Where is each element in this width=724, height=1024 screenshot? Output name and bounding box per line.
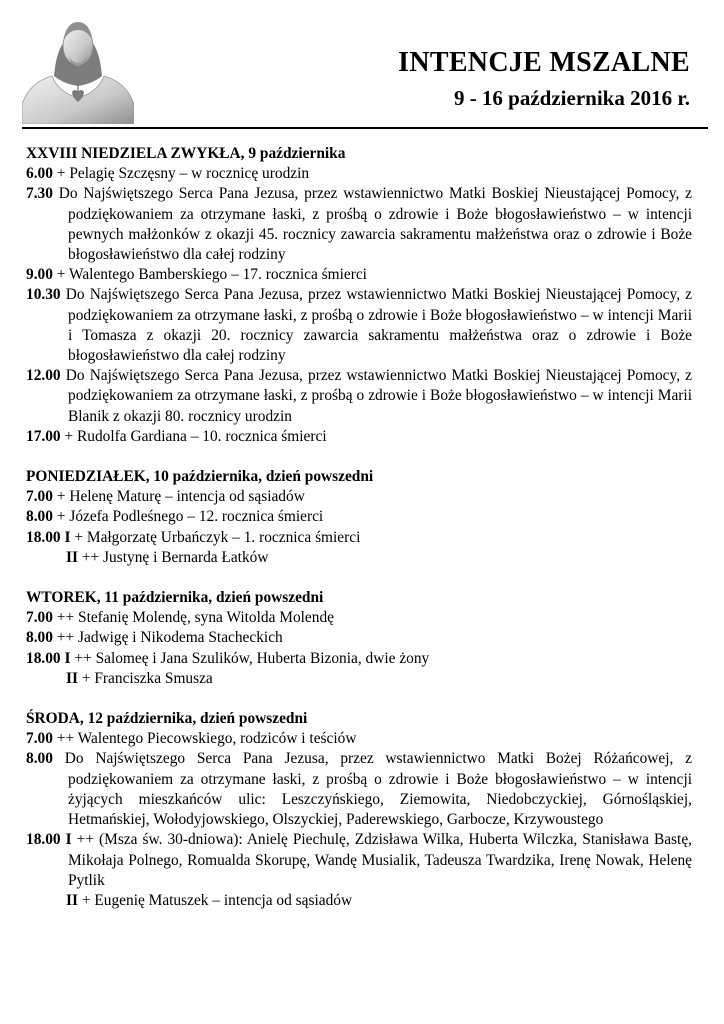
intention-text: ++ Stefanię Molendę, syna Witolda Molendę xyxy=(56,609,334,627)
intention-entry xyxy=(26,164,692,184)
intention-entry xyxy=(26,830,692,891)
intention-text: + Małgorzatę Urbańczyk – 1. rocznica śmierci xyxy=(74,528,361,546)
mass-number: I xyxy=(64,528,71,546)
intention-entry xyxy=(26,366,692,427)
intention-entry xyxy=(26,608,692,628)
mass-number: II xyxy=(66,669,78,687)
intention-text: Do Najświętszego Serca Pana Jezusa, przez wstawiennictwo Matki Bożej Różańcowej, z podziękowaniem za otrzymane łaski, z prośbą o zdrowie i Boże błogosławieństwo – w intencji żyjących mieszkańców ulic: Leszczyńskiego, Ziemowita, Niedobczyckiej, Górnośląskiej, Hetmańskiej, Wołodyjowskiego, Olszyckiej, Paderewskiego, Garbocze, Krzywoustego xyxy=(64,750,692,829)
day-title: ŚRODA, 12 października, dzień powszedni xyxy=(26,710,308,728)
day-section xyxy=(26,588,692,689)
intention-entry xyxy=(26,487,692,507)
mass-time: 18.00 xyxy=(26,831,61,849)
day-section xyxy=(26,709,692,911)
intention-text: + Pelagię Szczęsny – w rocznicę urodzin xyxy=(56,165,310,183)
intention-text: + Helenę Maturę – intencja od sąsiadów xyxy=(56,488,305,506)
page-title: INTENCJE MSZALNE xyxy=(398,47,690,78)
header xyxy=(398,46,690,113)
day-title: XXVIII NIEDZIELA ZWYKŁA, 9 października xyxy=(26,145,346,162)
mass-time: 7.00 xyxy=(26,488,53,506)
day-section xyxy=(26,144,692,447)
day-title: WTOREK, 11 października, dzień powszedni xyxy=(26,589,324,607)
intention-entry xyxy=(26,507,692,527)
mass-time: 8.00 xyxy=(26,629,53,647)
mass-time: 8.00 xyxy=(26,508,53,526)
intention-entry xyxy=(26,265,692,285)
mass-time: 17.00 xyxy=(26,427,61,445)
intention-text: ++ Justynę i Bernarda Łatków xyxy=(81,548,269,566)
day-title: PONIEDZIAŁEK, 10 października, dzień powszedni xyxy=(26,468,374,486)
intention-text: + Walentego Bamberskiego – 17. rocznica śmierci xyxy=(56,266,367,284)
intention-entry xyxy=(26,649,692,669)
mass-time: 7.00 xyxy=(26,730,53,748)
intention-entry xyxy=(26,669,692,689)
mass-number: II xyxy=(66,891,78,909)
intention-entry xyxy=(26,729,692,749)
intention-entry xyxy=(26,285,692,366)
intention-text: + Józefa Podleśnego – 12. rocznica śmierci xyxy=(56,508,324,526)
mass-time: 10.30 xyxy=(26,286,61,304)
intention-text: Do Najświętszego Serca Pana Jezusa, przez wstawiennictwo Matki Boskiej Nieustającej Pomocy, z podziękowaniem za otrzymane łaski, z prośbą o zdrowie i Boże błogosławieństwo – w intencji Marii i Tomasza z okazji 20. rocznicy zawarcia sakramentu małżeństwa oraz o zdrowie i Boże błogosławieństwo dla całej rodziny xyxy=(65,286,692,365)
intention-text: + Eugenię Matuszek – intencja od sąsiadów xyxy=(81,891,353,909)
intention-entry xyxy=(26,427,692,447)
intention-entry xyxy=(26,184,692,265)
intention-entry xyxy=(26,749,692,830)
day-section xyxy=(26,467,692,568)
mass-number: II xyxy=(66,548,78,566)
mass-number: I xyxy=(65,831,72,849)
intention-text: + Franciszka Smusza xyxy=(81,669,213,687)
intention-text: ++ Walentego Piecowskiego, rodziców i teściów xyxy=(56,730,357,748)
mass-intentions-list xyxy=(26,144,692,931)
mass-time: 18.00 xyxy=(26,528,61,546)
intention-entry xyxy=(26,628,692,648)
mass-time: 7.00 xyxy=(26,609,53,627)
intention-text: ++ Jadwigę i Nikodema Stacheckich xyxy=(56,629,283,647)
mass-time: 7.30 xyxy=(26,185,53,203)
date-range: 9 - 16 października 2016 r. xyxy=(453,86,690,110)
mass-time: 18.00 xyxy=(26,649,61,667)
intention-text: ++ (Msza św. 30-dniowa): Anielę Piechulę, Zdzisława Wilka, Huberta Wilczka, Stanisława Bastę, Mikołaja Polnego, Romualda Skorupę, Wandę Musialik, Tadeusza Twardzika, Irenę Nowak, Helenę Pytlik xyxy=(68,831,693,889)
intention-entry xyxy=(26,548,692,568)
mass-time: 6.00 xyxy=(26,165,53,183)
intention-entry xyxy=(26,891,692,911)
intention-text: ++ Salomeę i Jana Szulików, Huberta Bizonia, dwie żony xyxy=(74,649,430,667)
intention-text: Do Najświętszego Serca Pana Jezusa, przez wstawiennictwo Matki Boskiej Nieustającej Pomocy, z podziękowaniem za otrzymane łaski, z prośbą o zdrowie i Boże błogosławieństwo – w intencji Marii Blanik z okazji 80. rocznicy urodzin xyxy=(65,367,692,425)
mass-time: 8.00 xyxy=(26,750,53,768)
mass-number: I xyxy=(64,649,71,667)
intention-text: Do Najświętszego Serca Pana Jezusa, przez wstawiennictwo Matki Boskiej Nieustającej Pomocy, z podziękowaniem za otrzymane łaski, z prośbą o zdrowie i Boże błogosławieństwo – w intencji pewnych małżonków z okazji 45. rocznicy zawarcia sakramentu małżeństwa oraz o zdrowie i Boże błogosławieństwo dla całej rodziny xyxy=(58,185,692,264)
intention-entry xyxy=(26,528,692,548)
mass-time: 9.00 xyxy=(26,266,53,284)
header-divider xyxy=(22,127,708,129)
mass-time: 12.00 xyxy=(26,367,61,385)
sacred-heart-statue-image xyxy=(22,12,134,124)
intention-text: + Rudolfa Gardiana – 10. rocznica śmierci xyxy=(64,427,327,445)
